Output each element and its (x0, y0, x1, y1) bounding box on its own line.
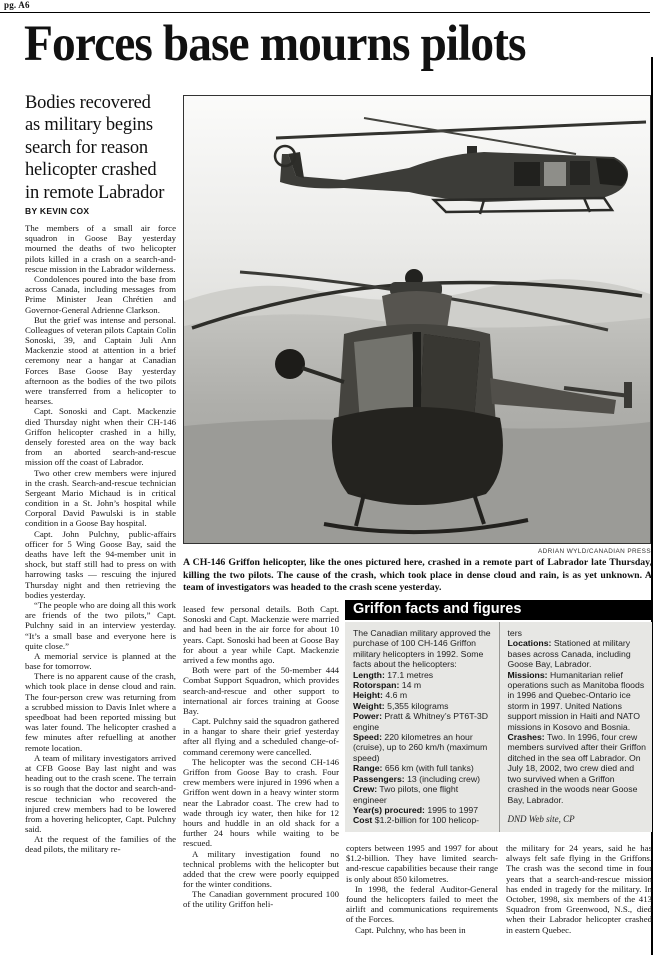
fact-label: Rotorspan: (353, 680, 400, 691)
page-folio: pg. A6 (4, 0, 30, 10)
fact-label: Locations: (507, 638, 552, 649)
article-paragraph: The Canadian government procured 100 of the utility Griffon heli- (183, 889, 339, 910)
article-paragraph: The helicopter was the second CH-146 Griffon from Goose Bay to crash. Four crew members were injured in 1996 when a Griffon went down in a heavy winter storm near the Labrador coast. The crew had to wade through icy water, then hike for 12 hours and huddle in an old shack for a further 24 hours while waiting to be rescued. (183, 756, 339, 849)
article-paragraph: The members of a small air force squadron in Goose Bay yesterday mourned the deaths of two helicopter pilots killed in a crash on a search-and-rescue mission in the Labrador wilderness. (25, 223, 176, 274)
fact-label: Height: (353, 690, 383, 701)
fact-item (353, 701, 494, 711)
fact-item (353, 774, 494, 784)
fact-label: Crashes: (507, 732, 545, 743)
article-column-2 (183, 604, 339, 954)
article-paragraph: Capt. Sonoski and Capt. Mackenzie died Thursday night when their CH-146 Griffon helicopter crashed in a hilly, densely forested area on the way back from an aborted search-and-rescue mission off the coast of Labrador. (25, 406, 176, 468)
fact-label: Crew: (353, 784, 378, 795)
fact-item (353, 680, 494, 690)
fact-value: 17.1 metres (387, 669, 434, 680)
factbox-intro: The Canadian military approved the purchase of 100 CH-146 Griffon military helicopters in 1992. Some facts about the helicopters: (353, 628, 491, 670)
fact-item (353, 690, 494, 700)
fact-value: 4.6 m (385, 690, 408, 701)
article-paragraph: Condolences poured into the base from across Canada, including messages from Prime Minister Jean Chrétien and Governor-General Adrienne Clarkson. (25, 273, 176, 315)
fact-value: 656 km (with full tanks) (384, 763, 474, 774)
article-column-1 (25, 223, 176, 953)
article-paragraph: copters between 1995 and 1997 for about $1.2-billion. They have limited search-and-rescue capabilities because their range is only about 850 kilometres. (346, 843, 498, 884)
article-paragraph: There is no apparent cause of the crash, which took place in dense cloud and rain. The four-person crew was returning from a scrubbed mission to Davis Inlet where a speedboat had been reported missing but was later found. The helicopter crashed a few minutes after refuelling at another remote location. (25, 671, 176, 753)
headline: Forces base mourns pilots (24, 16, 526, 72)
fact-value: Humanitarian relief operations such as Manitoba floods in 1996 and Quebec-Ontario ice storm in 1997. United Nations support mission in Haiti and NATO missions in Kosovo and Bosnia. (507, 669, 645, 732)
deck-line: as military begins (25, 115, 153, 136)
helicopters-illustration (184, 96, 650, 543)
photo-helicopters (183, 95, 651, 544)
article-paragraph: Capt. John Pulchny, public-affairs officer for 5 Wing Goose Bay, said the deaths have left the 94-member unit in shock, but staff still had to press on with harrowing tasks — rescuing the injured Thursday night and then retrieving the bodies yesterday. (25, 528, 176, 600)
fact-value: Two. In 1996, four crew members survived after their Griffon ditched in the sea off Labrador. On July 18, 2002, two crew died and two survived when a Griffon crashed in the woods near Goose Bay, Labrador. (507, 732, 646, 805)
fact-value: Two pilots, one flight engineer (353, 784, 459, 805)
factbox-left-facts (353, 670, 494, 826)
fact-value: Stationed at military bases across Canada, including Goose Bay, Labrador. (507, 638, 631, 670)
article-paragraph: leased few personal details. Both Capt. Sonoski and Capt. Mackenzie were married and had been in the air force for about 10 years. Capt. Sonoski had been at Goose Bay for about a year while Capt. Mackenzie arrived a few months ago. (183, 604, 339, 665)
fact-value: Pratt & Whitney’s PT6T-3D engine (353, 711, 489, 732)
deck-line: search for reason (25, 137, 148, 158)
article-paragraph: “The people who are doing all this work are friends of the two pilots,” Capt. Pulchny said in an interview yesterday. “It’s a small base and everyone here is quite close.” (25, 599, 176, 651)
article-paragraph: A memorial service is planned at the base for tomorrow. (25, 650, 176, 672)
factbox-continuation: ters (507, 628, 522, 638)
factbox-right-column (499, 622, 653, 832)
fact-item (508, 670, 648, 732)
factbox-title: Griffon facts and figures (345, 600, 652, 620)
article-paragraph: Capt. Pulchny said the squadron gathered in a hangar to share their grief yesterday after all flying and a scheduled change-of-command ceremony were cancelled. (183, 716, 339, 757)
photo-credit: ADRIAN WYLD/CANADIAN PRESS (537, 548, 651, 555)
factbox-source: DND Web site, CP (507, 813, 575, 824)
deck-subheadline (25, 92, 183, 204)
article-paragraph: A military investigation found no technical problems with the helicopter but added that the crew were poorly equipped for the winter conditions. (183, 848, 339, 890)
article-column-4 (506, 843, 652, 955)
fact-item (353, 711, 494, 732)
fact-value: 220 kilometres an hour (cruise), up to 260 km/h (maximum speed) (353, 732, 488, 763)
article-paragraph: Both were part of the 50-member 444 Combat Support Squadron, which provides search-and-rescue and other support to international air forces training at Goose Bay. (183, 665, 339, 716)
factbox-right-facts (508, 638, 648, 805)
fact-label: Power: (353, 711, 382, 722)
factbox-left-column (345, 622, 499, 832)
byline: BY KEVIN COX (25, 206, 90, 216)
fact-label: Passengers: (353, 773, 405, 784)
deck-line: helicopter crashed (25, 160, 157, 181)
photo-caption: A CH-146 Griffon helicopter, like the ones pictured here, crashed in a remote part of Labrador late Thursday, killing the two pilots. The cause of the crash, which took place in dense cloud and rain, is as yet unknown. A team of investigators was headed to the crash scene yesterday. (183, 557, 652, 594)
fact-item (353, 784, 494, 805)
fact-label: Length: (353, 669, 385, 680)
fact-label: Speed: (353, 732, 382, 743)
fact-label: Range: (353, 763, 383, 774)
fact-item (353, 805, 494, 815)
fact-value: 14 m (401, 680, 422, 691)
article-paragraph: A team of military investigators arrived at CFB Goose Bay last night and was heading out to the crash scene. The terrain is so rough that the doctor and search-and-rescue technician who recovered the injured crew members had to be lowered from a hovering helicopter, Capt. Pulchny said. (25, 752, 176, 835)
factbox (345, 622, 652, 832)
article-paragraph: the military for 24 years, said he has always felt safe flying in the Griffons. The crash was the second time in four years that a search-and-rescue mission has ended in tragedy for the military. In October, 1998, six members of the 413 Squadron from Greenwood, N.S., died when their Labrador helicopter crashed in eastern Quebec. (506, 843, 652, 935)
fact-item (508, 638, 648, 669)
fact-item (353, 763, 494, 773)
fact-label: Missions: (507, 669, 548, 680)
fact-item (508, 732, 648, 805)
article-paragraph: In 1998, the federal Auditor-General found the helicopters failed to meet the airlift and communications requirements of the Forces. (346, 883, 498, 925)
fact-value: $1.2-billion for 100 helicop- (374, 815, 480, 826)
fact-label: Year(s) procured: (353, 804, 425, 815)
top-rule (0, 12, 650, 13)
article-paragraph: But the grief was intense and personal. Colleagues of veteran pilots Captain Colin Sonoski, 39, and Captain Juli Ann Mackenzie stood at attention in a brief ceremony near a hangar at Canadian Forces Base Goose Bay yesterday afternoon as the bodies of the two pilots were transferred from a helicopter to hearses. (25, 314, 176, 407)
article-paragraph: At the request of the families of the dead pilots, the military re- (25, 834, 176, 855)
deck-line: Bodies recovered (25, 93, 151, 113)
fact-item (353, 670, 494, 680)
fact-label: Cost (353, 815, 373, 826)
article-paragraph: Two other crew members were injured in the crash. Search-and-rescue technician Sergeant Mario Michaud is in critical condition in a St. John’s hospital while Corporal David Pawulski is in stable condition in a Goose Bay hospital. (25, 467, 176, 529)
fact-label: Weight: (353, 700, 385, 711)
fact-item (353, 732, 494, 763)
fact-item (353, 815, 494, 825)
fact-value: 1995 to 1997 (427, 804, 479, 815)
fact-value: 5,355 kilograms (387, 700, 449, 711)
article-paragraph: Capt. Pulchny, who has been in (355, 924, 466, 935)
article-column-3 (346, 843, 498, 955)
fact-value: 13 (including crew) (407, 773, 481, 784)
deck-line: in remote Labrador (25, 182, 165, 203)
